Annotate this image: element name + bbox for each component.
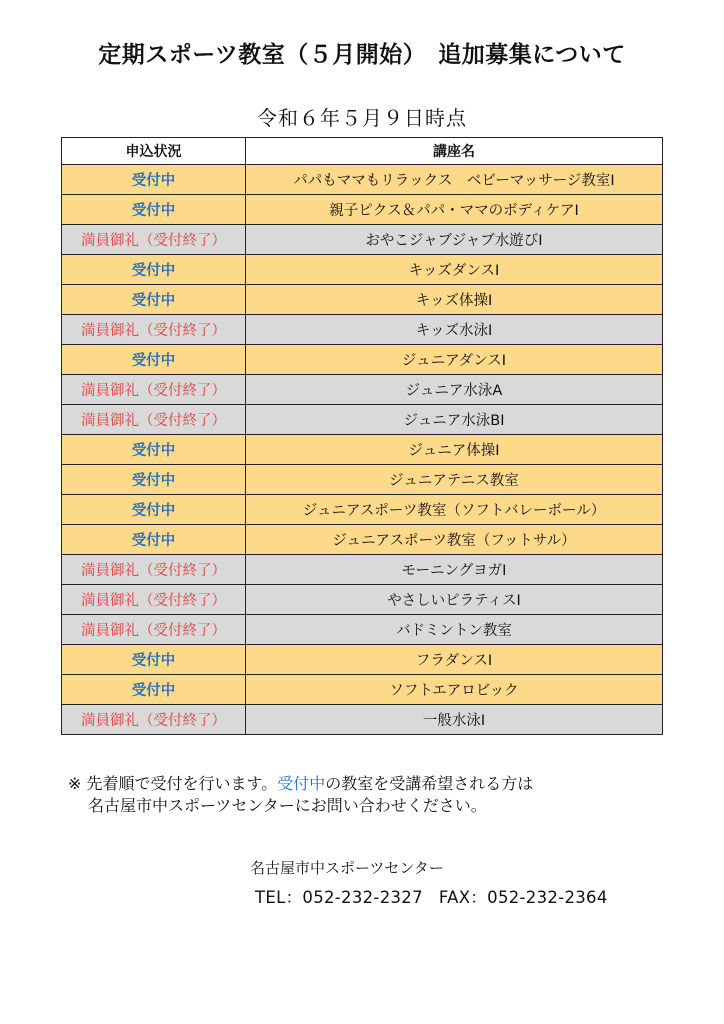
table-row (62, 615, 663, 645)
table-row (62, 225, 663, 255)
status-cell: 受付中 (62, 255, 246, 285)
as-of-date: 令和６年５月９日時点 (257, 106, 467, 130)
table-row (62, 525, 663, 555)
status-cell: 満員御礼（受付終了） (62, 615, 246, 645)
header-course: 講座名 (246, 138, 663, 165)
fax-number: FAX：052-232-2364 (438, 888, 608, 907)
status-cell: 受付中 (62, 195, 246, 225)
note-line2: 名古屋市中スポーツセンターにお問い合わせください。 (88, 796, 487, 815)
course-name-cell: ジュニア水泳BⅠ (246, 405, 663, 435)
table-row (62, 495, 663, 525)
table-row (62, 585, 663, 615)
course-name-cell: 一般水泳Ⅰ (246, 705, 663, 735)
status-cell: 満員御礼（受付終了） (62, 585, 246, 615)
table-row (62, 165, 663, 195)
course-name-cell: ジュニア体操Ⅰ (246, 435, 663, 465)
tel-number: TEL：052-232-2327 (255, 888, 423, 907)
table-row (62, 645, 663, 675)
center-name: 名古屋市中スポーツセンター (250, 859, 444, 877)
status-cell: 満員御礼（受付終了） (62, 555, 246, 585)
table-row (62, 435, 663, 465)
table-row (62, 285, 663, 315)
status-cell: 満員御礼（受付終了） (62, 705, 246, 735)
course-name-cell: キッズダンスⅠ (246, 255, 663, 285)
notice (68, 773, 688, 817)
course-name-cell: ソフトエアロビック (246, 675, 663, 705)
note-mark: ※ (68, 774, 82, 793)
status-cell: 満員御礼（受付終了） (62, 315, 246, 345)
status-cell: 満員御礼（受付終了） (62, 405, 246, 435)
status-cell: 受付中 (62, 525, 246, 555)
table-row (62, 255, 663, 285)
table-row (62, 345, 663, 375)
course-name-cell: 親子ピクス＆パパ・ママのボディケアⅠ (246, 195, 663, 225)
page-title: 定期スポーツ教室（５月開始） 追加募集について (98, 42, 626, 68)
status-cell: 受付中 (62, 675, 246, 705)
course-name-cell: フラダンスⅠ (246, 645, 663, 675)
status-cell: 受付中 (62, 495, 246, 525)
table-row (62, 375, 663, 405)
course-name-cell: ジュニアスポーツ教室（フットサル） (246, 525, 663, 555)
note-line1-pre: 先着順で受付を行います。 (86, 774, 278, 793)
table-row (62, 555, 663, 585)
table-row (62, 315, 663, 345)
contact-info (255, 884, 608, 908)
course-name-cell: モーニングヨガⅠ (246, 555, 663, 585)
status-cell: 受付中 (62, 345, 246, 375)
status-cell: 受付中 (62, 465, 246, 495)
header-status: 申込状況 (62, 138, 246, 165)
table-row (62, 465, 663, 495)
status-cell: 受付中 (62, 645, 246, 675)
course-status-table (61, 137, 663, 735)
course-name-cell: キッズ体操Ⅰ (246, 285, 663, 315)
status-cell: 満員御礼（受付終了） (62, 225, 246, 255)
course-name-cell: ジュニア水泳A (246, 375, 663, 405)
status-cell: 受付中 (62, 435, 246, 465)
course-name-cell: バドミントン教室 (246, 615, 663, 645)
note-open-highlight: 受付中 (277, 774, 326, 793)
table-row (62, 705, 663, 735)
table-row (62, 195, 663, 225)
course-name-cell: パパもママもリラックス ベビーマッサージ教室Ⅰ (246, 165, 663, 195)
course-name-cell: ジュニアスポーツ教室（ソフトバレーボール） (246, 495, 663, 525)
note-line1-post: の教室を受講希望される方は (325, 774, 534, 793)
course-name-cell: おやこジャブジャブ水遊びⅠ (246, 225, 663, 255)
table-header-row (62, 138, 663, 165)
table-row (62, 405, 663, 435)
course-name-cell: やさしいピラティスⅠ (246, 585, 663, 615)
status-cell: 受付中 (62, 285, 246, 315)
course-name-cell: キッズ水泳Ⅰ (246, 315, 663, 345)
course-name-cell: ジュニアテニス教室 (246, 465, 663, 495)
status-cell: 受付中 (62, 165, 246, 195)
table-body (62, 165, 663, 735)
table-row (62, 675, 663, 705)
course-name-cell: ジュニアダンスⅠ (246, 345, 663, 375)
status-cell: 満員御礼（受付終了） (62, 375, 246, 405)
